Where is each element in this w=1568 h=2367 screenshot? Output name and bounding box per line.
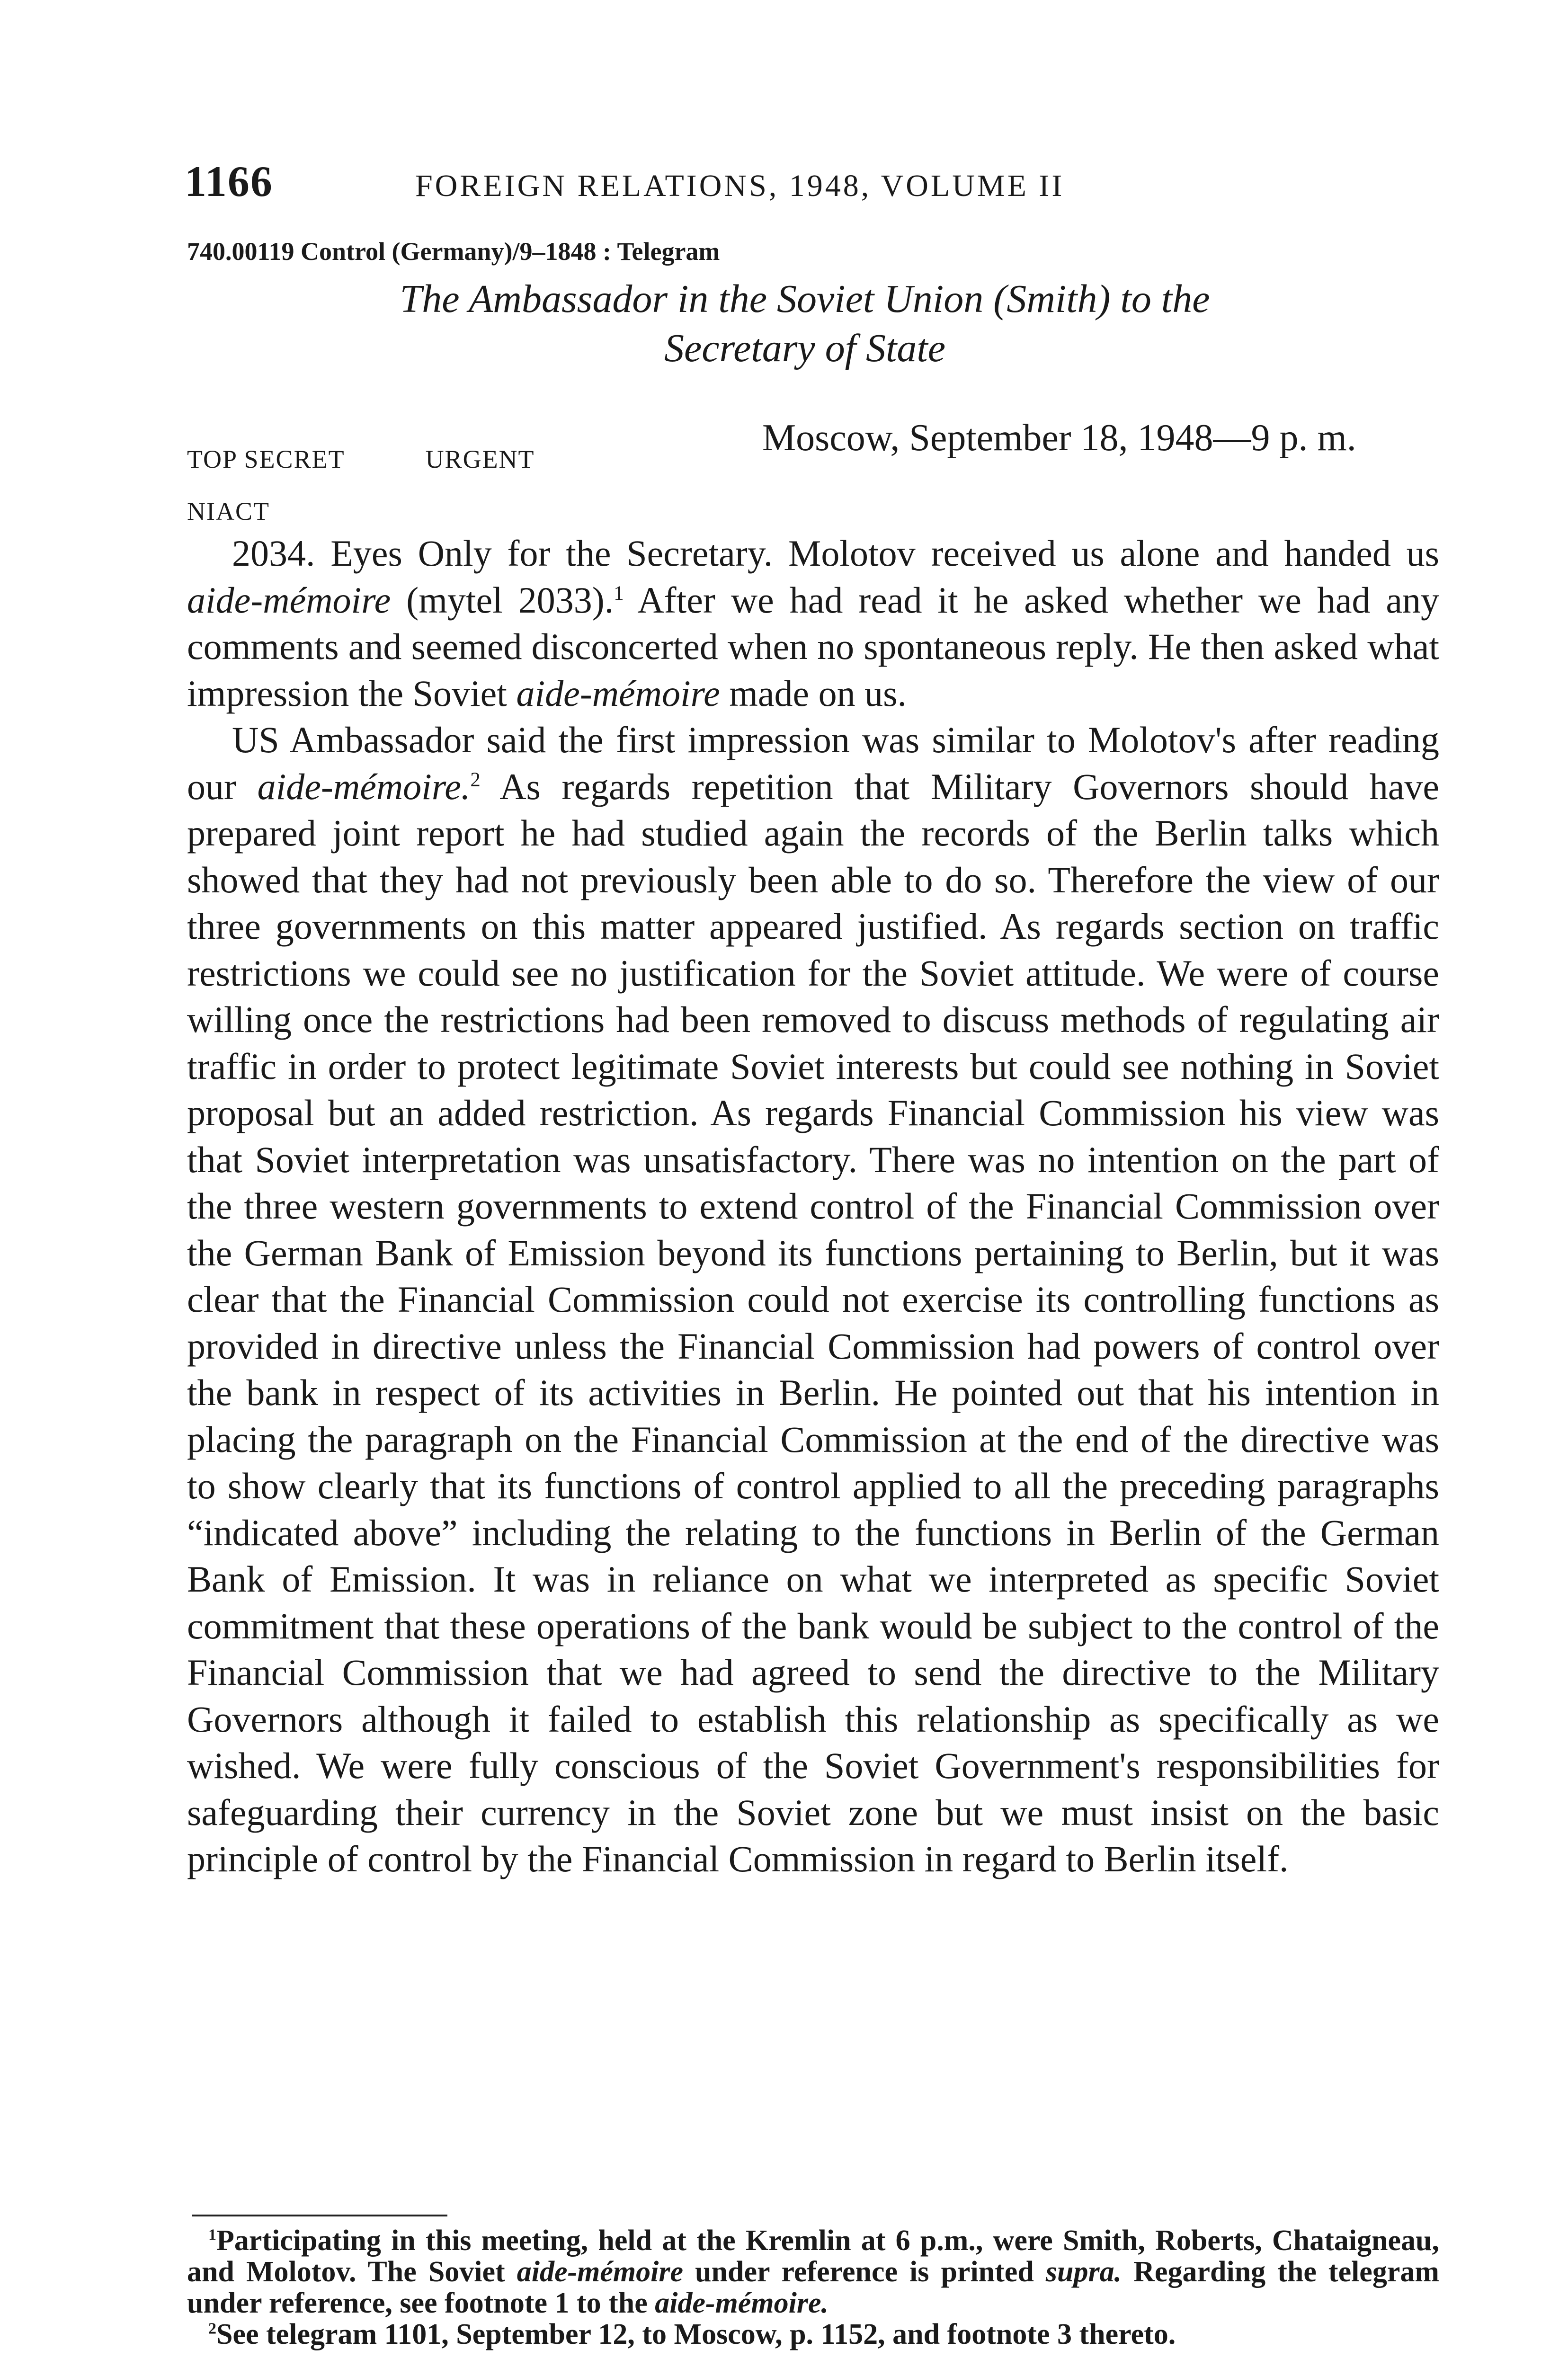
telegram-markings	[187, 433, 535, 537]
footnote-ref-2: 2	[470, 768, 481, 791]
file-reference: 740.00119 Control (Germany)/9–1848 : Telegram	[187, 237, 720, 266]
footnotes	[187, 2225, 1439, 2350]
footnote-2: $^2$See telegram 1101, September 12, to Moscow, p. 1152, and footnote 3 thereto.	[208, 2318, 1176, 2350]
routing-marking: NIACT	[187, 497, 270, 525]
running-head	[185, 156, 1463, 206]
footnote-ref-1: 1	[614, 582, 624, 605]
document-title	[218, 275, 1392, 373]
footnote-divider	[192, 2215, 447, 2216]
classification-marking: TOP SECRET	[187, 445, 345, 473]
paragraph-1: 2034. Eyes Only for the Secretary. Molotov received us alone and handed us aide-mémoire (mytel 2033).$^1$ After we had read it he asked whether we had any comments and seemed disconcerted when no spontaneous reply. He then asked what impression the Soviet aide-mémoire made on us.	[187, 533, 1439, 714]
telegram-body	[187, 530, 1439, 1883]
paragraph-2: US Ambassador said the first impression was similar to Molotov's after reading our aide-mémoire.$^2$ As regards repetition that Military Governors should have prepared joint report he had studied again the records of the Berlin talks which showed that they had not previously been able to do so. Therefore the view of our three governments on this matter appeared justified. As regards section on traffic restrictions we could see no justification for the Soviet attitude. We were of course willing once the restrictions had been removed to discuss methods of regulating air traffic in order to protect legitimate Soviet interests but could see nothing in Soviet proposal but an added restriction. As regards Financial Commission his view was that Soviet interpretation was unsatisfactory. There was no intention on the part of the three western governments to extend control of the Financial Commission over the German Bank of Emission beyond its functions pertaining to Berlin, but it was clear that the Financial Commission could not exercise its controlling functions as provided in directive unless the Financial Commission had powers of control over the bank in respect of its activities in Berlin. He pointed out that his intention in placing the paragraph on the Financial Commission at the end of the directive was to show clearly that its functions of control applied to all the preceding paragraphs “indicated above” including the relating to the functions in Berlin of the German Bank of Emission. It was in reliance on what we interpreted as specific Soviet commitment that these operations of the bank would be subject to the control of the Financial Commission that we had agreed to send the directive to the Military Governors although it failed to establish this relationship as specifically as we wished. We were fully conscious of the Soviet Government's responsibilities for safeguarding their currency in the Soviet zone but we must insist on the basic principle of control by the Financial Commission in regard to Berlin itself.	[187, 719, 1439, 1879]
page-number: 1166	[185, 157, 273, 205]
document-title-line-2: Secretary of State	[664, 326, 946, 370]
series-title: FOREIGN RELATIONS, 1948, VOLUME II	[415, 169, 1065, 203]
place-date-line: Moscow, September 18, 1948—9 p. m.	[762, 417, 1356, 459]
document-title-line-1: The Ambassador in the Soviet Union (Smith) to the	[400, 277, 1210, 321]
footnote-1: $^1$Participating in this meeting, held at the Kremlin at 6 p.m., were Smith, Roberts, Chataigneau, and Molotov. The Soviet aide-mémoire under reference is printed supra. Regarding the telegram under reference, see footnote 1 to the aide-mémoire.	[187, 2225, 1439, 2319]
priority-marking: URGENT	[425, 445, 535, 473]
